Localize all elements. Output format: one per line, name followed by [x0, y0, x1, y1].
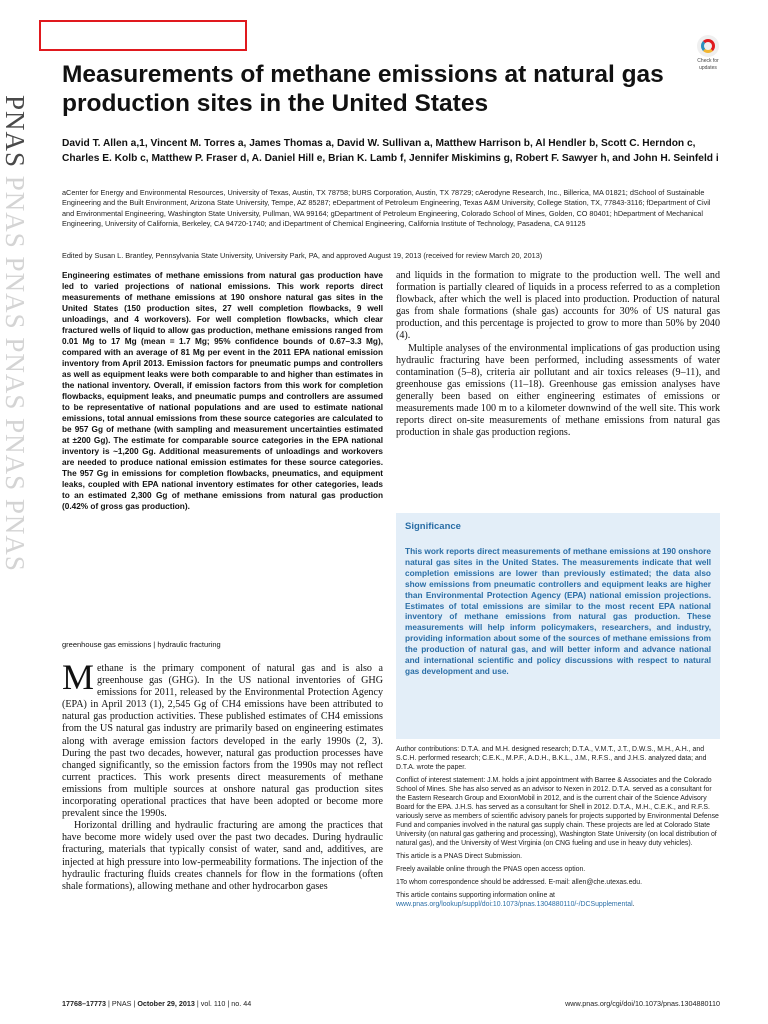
drop-cap: M [62, 657, 95, 697]
footer-date: October 29, 2013 [137, 999, 195, 1008]
supporting-info-link[interactable]: www.pnas.org/lookup/suppl/doi:10.1073/pnas.1304880110/-/DCSupplemental [396, 901, 633, 908]
footer-doi-url[interactable]: www.pnas.org/cgi/doi/10.1073/pnas.1304880110 [565, 999, 720, 1008]
page-footer: 17768–17773 | PNAS | October 29, 2013 | vol. 110 | no. 44 www.pnas.org/cgi/doi/10.1073/pnas.1304880110 [62, 999, 720, 1008]
body-paragraph-4: Multiple analyses of the environmental implications of gas production using hydraulic fracturing have been performed, including assessments of water contamination (5–8), criteria air pollutant and air toxics releases (9–11), and greenhouse gas emissions (11–18). Greenhouse gas emission analyses have generally been based on either engineering estimates of emissions or measurements made 100 m to a kilometer downwind of the well site. This work reports direct on-site measurements of methane emissions from natural gas production in shale gas production regions. [396, 342, 720, 439]
significance-title: Significance [405, 521, 461, 532]
body-column-right [396, 270, 720, 439]
article-notes [396, 745, 720, 913]
abstract: Engineering estimates of methane emissions from natural gas production have led to varied projections of national emissions. This work reports direct measurements of methane emissions at 190 onshore natural gas sites in the United States (150 production sites, 27 well completion flowbacks, 9 well unloadings, and 4 workovers). For well completion flowbacks, which clear fractured wells of liquid to allow gas production, methane emissions ranged from 0.01 Mg to 17 Mg (mean = 1.7 Mg; 95% confidence bounds of 0.67–3.3 Mg), compared with an average of 81 Mg per event in the 2011 EPA national emission inventory from April 2013. Emission factors for pneumatic pumps and controllers as well as equipment leaks were both comparable to and higher than estimates in the national inventory. Overall, if emission factors from this work for completion flowbacks, equipment leaks, and pneumatic pumps and controllers are assumed to be representative of national populations and are used to estimate national emissions, total annual emissions from these source categories are calculated to be 957 Gg of methane (with sampling and measurement uncertainties estimated at ±200 Gg). The estimate for comparable source categories in the EPA national inventory is ~1,200 Gg. Additional measurements of unloadings and workovers are needed to produce national emission estimates for these source categories. The 957 Gg in emissions for completion flowbacks, pneumatics, and equipment leaks, coupled with EPA national inventory estimates for other categories, leads to an estimated 2,300 Gg of methane emissions from natural gas production (0.42% of gross gas production). [62, 271, 383, 511]
body-paragraph-1 [62, 657, 383, 820]
redaction-box [39, 20, 247, 51]
body-paragraph-2: Horizontal drilling and hydraulic fracturing are among the practices that have become more widely used over the past two decades. During hydraulic fracturing, materials that typically consist of water, sand and, additives, are injected at high pressure into low-permeability formations. The injection of the hydraulic fracturing fluids creates channels for flow in the formations (often shale formations), allowing methane and other hydrocarbon gases [62, 820, 383, 892]
sidebar-text-dark: PNAS [0, 95, 30, 169]
significance-box [396, 513, 720, 739]
affiliations: aCenter for Energy and Environmental Resources, University of Texas, Austin, TX 78758; bURS Corporation, Austin, TX 78729; cAerodyne Research, Inc., Billerica, MA 01821; dSchool of Sustainable Engineering and the Built Environment, Arizona State University, Tempe, AZ 85287; eDepartment of Petroleum Engineering, Texas A&M University, College Station, TX, 77843-3116; fDepartment of Civil and Environmental Engineering, Washington State University, Pullman, WA 99164; gDepartment of Petroleum Engineering, Colorado School of Mines, Golden, CO 80401; hDepartment of Mechanical Engineering, University of California, Berkeley, CA 94720-1740; and iDepartment of Chemical Engineering, California Institute of Technology, Pasadena, CA 91125 [62, 188, 711, 228]
footer-volume: vol. 110 [200, 999, 226, 1008]
supporting-suffix: . [632, 901, 635, 908]
pnas-sidebar-watermark [0, 95, 30, 655]
conflict-of-interest: Conflict of interest statement: J.M. holds a joint appointment with Barree & Associates and the Colorado School of Mines. She has also served as an advisor to Nexen in 2012. D.T.A. served as a consultant for the Eastern Research Group and ExxonMobil in 2012, and is the current chair of the Science Advisory Board for the EPA. J.H.S. has served as a consultant for Shell in 2012. D.T.A., M.H., C.E.K., and R.F.S. variously serve as members of scientific advisory panels for projects supported by Environmental Defense Fund and companies involved in the natural gas supply chain. These projects are led at Colorado State University (on natural gas gathering and processing), Washington State University (on local distribution of natural gas), and the University of West Virginia (on CNG fueling and use in heavy duty vehicles). [396, 777, 719, 847]
check-updates-icon [697, 35, 719, 57]
edited-by: Edited by Susan L. Brantley, Pennsylvania State University, University Park, PA, and approved August 19, 2013 (received for review March 20, 2013) [62, 251, 543, 260]
author-list: David T. Allen a,1, Vincent M. Torres a, James Thomas a, David W. Sullivan a, Matthew Harrison b, Al Hendler b, Scott C. Herndon c, Charles E. Kolb c, Matthew P. Fraser d, A. Daniel Hill e, Brian K. Lamb f, Jennifer Miskimins g, Robert F. Sawyer h, and John H. Seinfeld i [62, 138, 719, 164]
open-access-note: Freely available online through the PNAS open access option. [396, 866, 586, 873]
supporting-info-note [396, 891, 720, 909]
body-paragraph-1-text: ethane is the primary component of natural gas and is also a greenhouse gas (GHG). In the US national inventories of GHG emissions for 2011, released by the Environmental Protection Agency (EPA) in April 2013 (1), 2,545 Gg of CH4 emissions have been attributed to natural gas production activities. These published estimates of CH4 emissions from the US natural gas industry are primarily based on engineering estimates along with average emission factors developed in the early 1990s (2, 3). During the past two decades, however, natural gas production processes have changed significantly, so the emission factors from the 1990s may not reflect current practices. This work presents direct measurements of methane emissions from multiple sources at onshore natural gas production sites incorporating operational practices that have been adopted or become more prevalent since the 1990s. [62, 663, 383, 820]
supporting-prefix: This article contains supporting information online at [396, 892, 555, 899]
footer-journal: PNAS [111, 999, 132, 1008]
body-paragraph-3: and liquids in the formation to migrate to the production well. The well and formation is partially cleared of liquids in a process referred to as a completion flowback, after which the well is placed into production. Production of natural gas from shale formations (shale gas) accounts for 30% of US natural gas production, and this percentage is projected to grow to more than 50% by 2040 (4). [396, 270, 720, 342]
keywords: greenhouse gas emissions | hydraulic fracturing [62, 640, 221, 649]
direct-submission-note: This article is a PNAS Direct Submission. [396, 853, 522, 860]
badge-label-line2: updates [699, 65, 717, 71]
sidebar-text-light: PNAS PNAS PNAS PNAS PNAS [0, 175, 30, 572]
footer-issue: no. 44 [231, 999, 252, 1008]
footer-pages: 17768–17773 [62, 999, 106, 1008]
significance-text: This work reports direct measurements of methane emissions at 190 onshore natural gas sites in the United States. The measurements indicate that well completion emissions are lower than previously estimated; the data also show emissions from pneumatic controllers and equipment leaks are higher than Environmental Protection Agency (EPA) national emission projections. Estimates of total emissions are similar to the most recent EPA national inventory of methane emissions from natural gas production. These measurements will help inform policymakers, researchers, and industry, providing information about some of the sources of methane emissions from the production of natural gas, and will better inform and advance national and international scientific and policy discussions with respect to natural gas development and use. [405, 546, 711, 676]
badge-label-line1: Check for [697, 58, 719, 64]
body-column-left [62, 657, 383, 893]
author-contributions: Author contributions: D.T.A. and M.H. designed research; D.T.A., V.M.T., J.T., D.W.S., M.H., A.H., and S.C.H. performed research; C.E.K., M.P.F., A.D.H., B.K.L., J.M., R.F.S., and J.H.S. analyzed data; and D.T.A. wrote the paper. [396, 746, 707, 771]
correspondence-note: 1To whom correspondence should be addressed. E-mail: allen@che.utexas.edu. [396, 879, 643, 886]
article-title: Measurements of methane emissions at natural gas production sites in the United States [62, 61, 664, 117]
